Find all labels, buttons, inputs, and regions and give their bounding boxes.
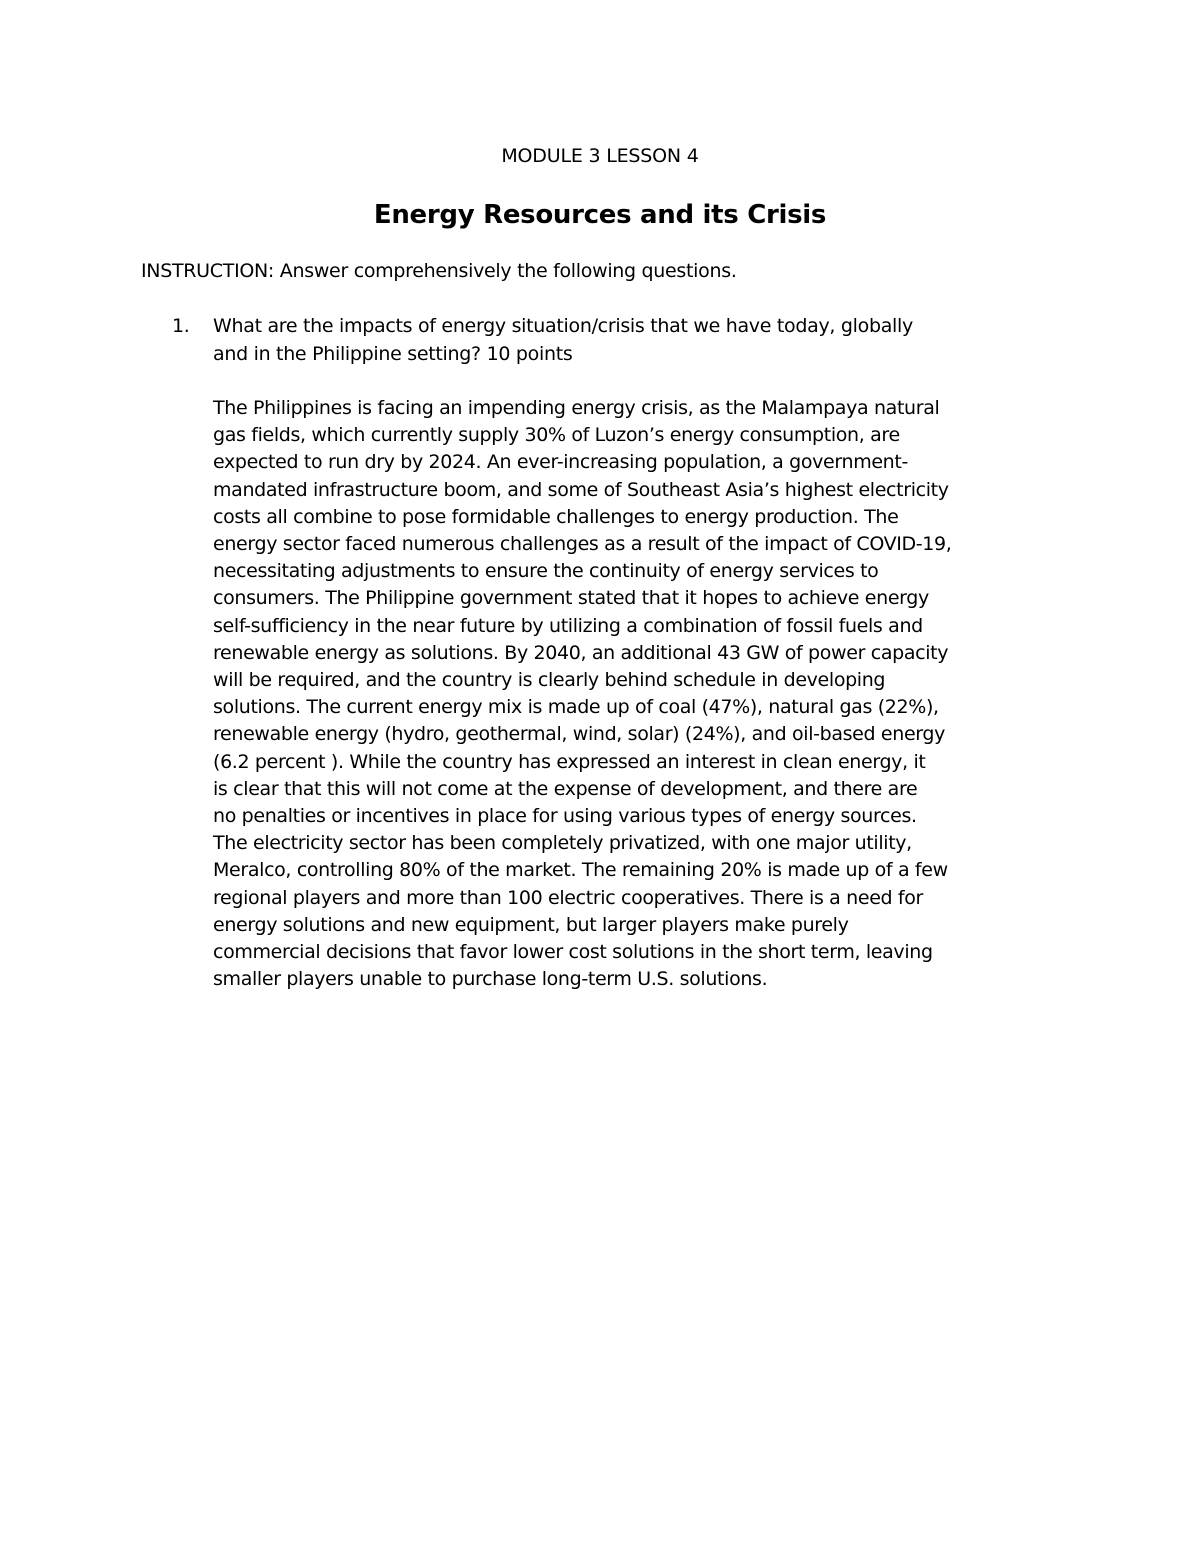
module-label: MODULE 3 LESSON 4 [501,145,699,167]
answer-line: costs all combine to pose formidable challenges to energy production. The [213,505,899,528]
answer-line: necessitating adjustments to ensure the continuity of energy services to [213,560,879,583]
answer-line: regional players and more than 100 electric cooperatives. There is a need for [213,886,924,909]
question-number: 1. [172,315,190,337]
answer-line: consumers. The Philippine government stated that it hopes to achieve energy [213,587,929,610]
answer-line: will be required, and the country is clearly behind schedule in developing [213,669,886,692]
question-text [213,313,1073,368]
answer-line: no penalties or incentives in place for using various types of energy sources. [213,805,917,828]
question-line: What are the impacts of energy situation/crisis that we have today, globally [213,315,913,337]
answer-line: energy solutions and new equipment, but larger players make purely [213,913,849,936]
answer-line: self-sufficiency in the near future by utilizing a combination of fossil fuels and [213,614,923,637]
answer-line: expected to run dry by 2024. An ever-increasing population, a government- [213,451,908,474]
answer-line: is clear that this will not come at the expense of development, and there are [213,777,918,800]
answer-line: smaller players unable to purchase long-term U.S. solutions. [213,968,768,991]
instruction-text: INSTRUCTION: Answer comprehensively the following questions. [141,260,737,282]
answer-line: renewable energy as solutions. By 2040, an additional 43 GW of power capacity [213,641,949,664]
answer-paragraph [213,395,1093,993]
document-title: Energy Resources and its Crisis [373,200,827,230]
answer-line: renewable energy (hydro, geothermal, wind, solar) (24%), and oil-based energy [213,723,946,746]
answer-line: gas fields, which currently supply 30% of Luzon’s energy consumption, are [213,424,900,447]
answer-line: The electricity sector has been completely privatized, with one major utility, [213,832,912,855]
answer-line: commercial decisions that favor lower cost solutions in the short term, leaving [213,941,933,964]
answer-line: (6.2 percent ). While the country has expressed an interest in clean energy, it [213,750,926,773]
answer-line: mandated infrastructure boom, and some of Southeast Asia’s highest electricity [213,478,949,501]
answer-line: Meralco, controlling 80% of the market. The remaining 20% is made up of a few [213,859,948,882]
answer-line: The Philippines is facing an impending energy crisis, as the Malampaya natural [213,397,940,419]
answer-line: solutions. The current energy mix is made up of coal (47%), natural gas (22%), [213,696,939,719]
question-line: and in the Philippine setting? 10 points [213,342,573,365]
answer-line: energy sector faced numerous challenges as a result of the impact of COVID-19, [213,533,952,556]
